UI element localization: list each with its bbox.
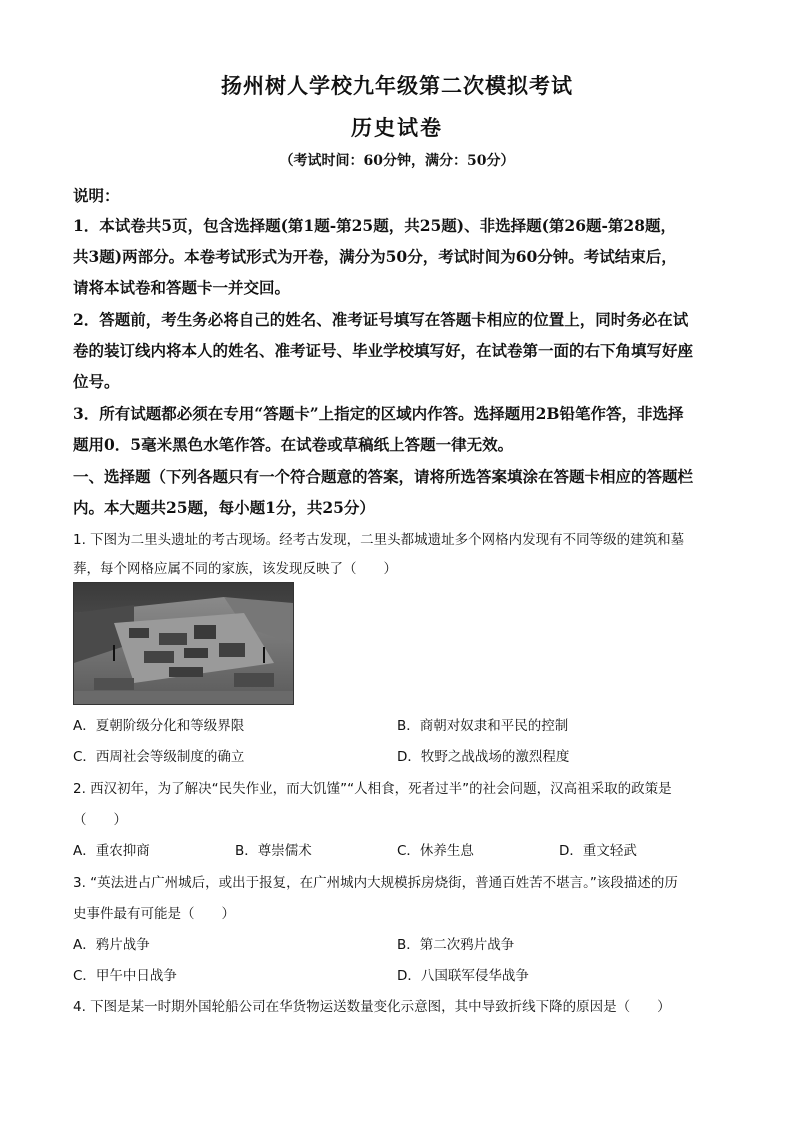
section-heading: 一、选择题（下列各题只有一个符合题意的答案，请将所选答案填涂在答题卡相应的答题栏	[73, 467, 694, 486]
q1-option-d: D．牧野之战战场的激烈程度	[397, 749, 570, 765]
q3-option-c: C．甲午中日战争	[73, 968, 177, 984]
q1-option-a: A．夏朝阶级分化和等级界限	[73, 718, 245, 734]
q3-option-a: A．鸦片战争	[73, 937, 150, 953]
question-2-text: 2. 西汉初年，为了解决“民失作业，而大饥馑”“人相食，死者过半”的社会问题，汉高祖采取的政策是	[73, 781, 672, 797]
instruction-line: 1．本试卷共5页，包含选择题(第1题-第25题，共25题)、非选择题(第26题-第28题，	[73, 216, 677, 235]
q2-option-d: D．重文轻武	[559, 843, 637, 859]
erlitou-excavation-photo	[73, 582, 294, 705]
question-3-text: 3. “英法进占广州城后，或出于报复，在广州城内大规模拆房烧街，普通百姓苦不堪言。”该段描述的历	[73, 875, 678, 891]
question-1-text: 1. 下图为二里头遗址的考古现场。经考古发现，二里头都城遗址多个网格内发现有不同等级的建筑和墓	[73, 532, 685, 548]
q2-option-b: B．尊崇儒术	[235, 843, 312, 859]
instruction-line: 卷的装订线内将本人的姓名、准考证号、毕业学校填写好，在试卷第一面的右下角填写好座	[73, 341, 694, 360]
q1-option-b: B．商朝对奴隶和平民的控制	[397, 718, 569, 734]
exam-info: （考试时间：60分钟，满分：50分）	[279, 153, 515, 169]
exam-title: 扬州树人学校九年级第二次模拟考试	[221, 73, 573, 98]
instruction-line: 位号。	[73, 372, 120, 391]
question-4-text: 4. 下图是某一时期外国轮船公司在华货物运送数量变化示意图，其中导致折线下降的原因是（ ）	[73, 999, 671, 1015]
q2-option-c: C．休养生息	[397, 843, 474, 859]
q3-option-d: D．八国联军侵华战争	[397, 968, 529, 984]
q2-option-a: A．重农抑商	[73, 843, 150, 859]
question-2-text: （ ）	[73, 812, 127, 828]
q3-option-b: B．第二次鸦片战争	[397, 937, 515, 953]
instruction-line: 3．所有试题都必须在专用“答题卡”上指定的区域内作答。选择题用2B铅笔作答，非选择	[73, 404, 684, 423]
section-heading: 内。本大题共25题，每小题1分，共25分）	[73, 498, 375, 517]
question-1-text: 葬，每个网格应属不同的家族，该发现反映了（ ）	[73, 561, 397, 577]
instruction-line: 请将本试卷和答题卡一并交回。	[73, 278, 291, 297]
question-3-text: 史事件最有可能是（ ）	[73, 906, 235, 922]
q1-option-c: C．西周社会等级制度的确立	[73, 749, 245, 765]
instructions-heading: 说明：	[73, 186, 120, 205]
subject-title: 历史试卷	[351, 115, 443, 140]
instruction-line: 2．答题前，考生务必将自己的姓名、准考证号填写在答题卡相应的位置上，同时务必在试	[73, 310, 689, 329]
instruction-line: 题用0．5毫米黑色水笔作答。在试卷或草稿纸上答题一律无效。	[73, 435, 514, 454]
instruction-line: 共3题)两部分。本卷考试形式为开卷，满分为50分，考试时间为60分钟。考试结束后，	[73, 247, 677, 266]
